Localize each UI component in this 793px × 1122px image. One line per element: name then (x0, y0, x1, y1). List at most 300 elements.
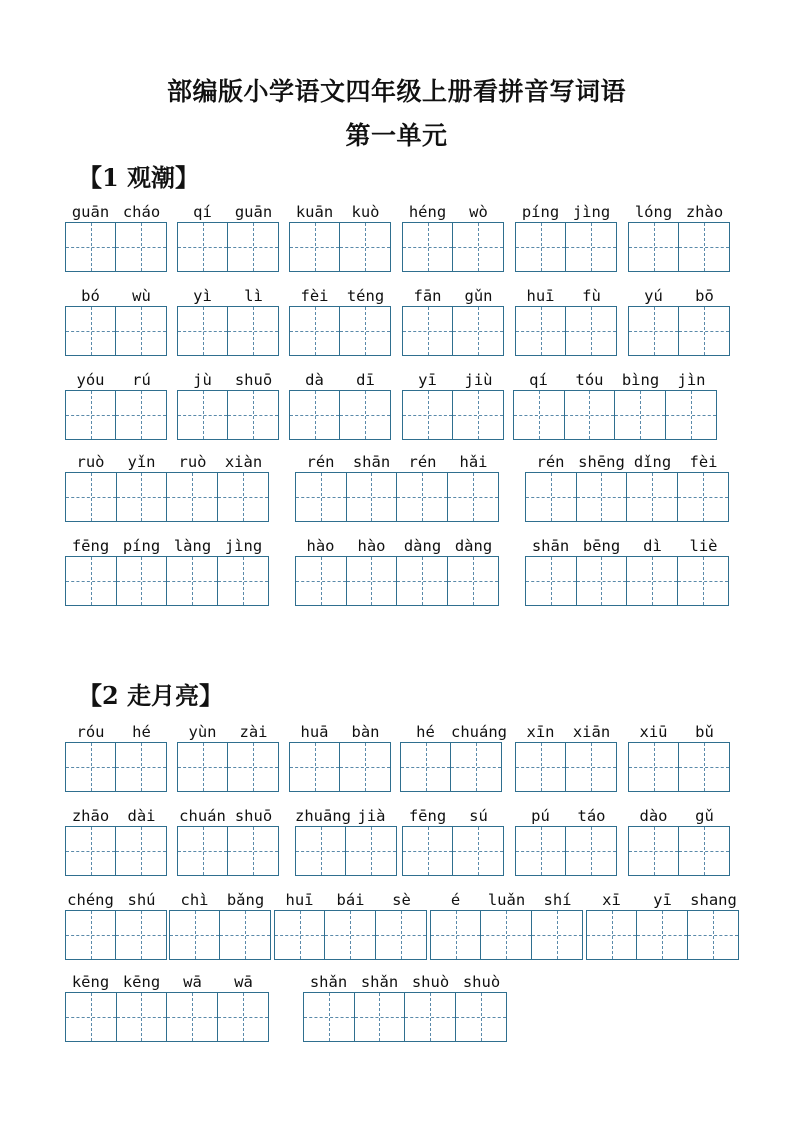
tianzige-cell[interactable] (228, 223, 278, 271)
pinyin-syllable: guān (234, 203, 273, 221)
tianzige-cell[interactable] (178, 223, 228, 271)
pinyin-syllable: ruò (76, 453, 105, 471)
pinyin-syllable: hé (416, 723, 435, 741)
tianzige-cell[interactable] (296, 557, 347, 605)
word-item (402, 202, 504, 274)
pinyin-syllable: hào (306, 537, 335, 555)
pinyin-row (628, 806, 730, 826)
pinyin-syllable: jìng (572, 203, 611, 221)
pinyin-syllable: píng (122, 537, 161, 555)
pinyin-syllable: jìn (677, 371, 706, 389)
tianzige-cell[interactable] (220, 911, 270, 959)
pinyin-syllable: jìng (224, 537, 263, 555)
tianzige-cell[interactable] (679, 743, 729, 791)
pinyin-syllable: hǎi (459, 453, 488, 471)
pinyin-syllable: dài (127, 807, 156, 825)
tianzige-cell[interactable] (629, 827, 679, 875)
writing-grid (177, 742, 279, 792)
pinyin-row (177, 722, 279, 742)
pinyin-syllable: kuò (351, 203, 380, 221)
tianzige-cell[interactable] (514, 391, 565, 439)
word-item (400, 722, 507, 794)
tianzige-cell[interactable] (566, 743, 616, 791)
pinyin-syllable: shuò (462, 973, 501, 991)
pinyin-syllable: lì (244, 287, 263, 305)
tianzige-cell[interactable] (627, 557, 678, 605)
pinyin-row (295, 536, 499, 556)
pinyin-syllable: zài (239, 723, 268, 741)
tianzige-cell[interactable] (666, 391, 717, 439)
pinyin-syllable: shēng (578, 453, 625, 471)
tianzige-cell[interactable] (532, 911, 582, 959)
tianzige-cell[interactable] (615, 391, 666, 439)
pinyin-syllable: gǔ (695, 807, 714, 825)
pinyin-syllable: téng (346, 287, 385, 305)
pinyin-syllable: fèi (689, 453, 718, 471)
tianzige-cell[interactable] (679, 223, 729, 271)
word-item (177, 202, 279, 274)
pinyin-syllable: bái (336, 891, 365, 909)
pinyin-row (177, 370, 279, 390)
tianzige-cell[interactable] (516, 743, 566, 791)
tianzige-cell[interactable] (637, 911, 687, 959)
tianzige-cell[interactable] (66, 911, 116, 959)
tianzige-cell[interactable] (178, 743, 228, 791)
word-item (169, 890, 271, 962)
word-item (65, 286, 167, 358)
pinyin-syllable: kēng (122, 973, 161, 991)
word-item (177, 722, 279, 794)
writing-grid (289, 390, 391, 440)
tianzige-cell[interactable] (167, 473, 218, 521)
pinyin-row (402, 202, 504, 222)
pinyin-syllable: jià (357, 807, 386, 825)
word-item (65, 806, 167, 878)
pinyin-syllable: shuō (234, 371, 273, 389)
pinyin-syllable: kuān (295, 203, 334, 221)
pinyin-row (295, 452, 499, 472)
tianzige-cell[interactable] (66, 391, 116, 439)
tianzige-cell[interactable] (66, 827, 116, 875)
pinyin-row (65, 370, 167, 390)
pinyin-syllable: xiū (639, 723, 668, 741)
tianzige-cell[interactable] (117, 473, 168, 521)
word-item (177, 806, 279, 878)
writing-grid (295, 556, 499, 606)
writing-grid (513, 390, 717, 440)
tianzige-cell[interactable] (66, 307, 116, 355)
pinyin-syllable: dà (305, 371, 324, 389)
tianzige-cell[interactable] (218, 993, 269, 1041)
pinyin-syllable: bàn (351, 723, 380, 741)
pinyin-syllable: fèi (300, 287, 329, 305)
writing-grid (303, 992, 507, 1042)
tianzige-cell[interactable] (453, 391, 503, 439)
word-item (289, 286, 391, 358)
tianzige-cell[interactable] (325, 911, 375, 959)
pinyin-syllable: zhāo (71, 807, 110, 825)
tianzige-cell[interactable] (66, 557, 117, 605)
tianzige-cell[interactable] (228, 827, 278, 875)
word-item (289, 202, 391, 274)
pinyin-syllable: wò (469, 203, 488, 221)
tianzige-cell[interactable] (340, 223, 390, 271)
tianzige-cell[interactable] (431, 911, 481, 959)
tianzige-cell[interactable] (405, 993, 456, 1041)
pinyin-row (515, 722, 617, 742)
pinyin-syllable: wā (234, 973, 253, 991)
tianzige-cell[interactable] (116, 307, 166, 355)
tianzige-cell[interactable] (526, 557, 577, 605)
tianzige-cell[interactable] (116, 743, 166, 791)
pinyin-syllable: wù (132, 287, 151, 305)
tianzige-cell[interactable] (347, 557, 398, 605)
tianzige-cell[interactable] (116, 223, 166, 271)
writing-grid (525, 556, 729, 606)
tianzige-cell[interactable] (167, 993, 218, 1041)
writing-grid (295, 472, 499, 522)
pinyin-syllable: shí (543, 891, 572, 909)
tianzige-cell[interactable] (397, 473, 448, 521)
pinyin-syllable: shuò (411, 973, 450, 991)
writing-grid (65, 390, 167, 440)
tianzige-cell[interactable] (347, 473, 398, 521)
pinyin-row (177, 806, 279, 826)
tianzige-cell[interactable] (448, 473, 499, 521)
pinyin-row (303, 972, 507, 992)
tianzige-cell[interactable] (629, 307, 679, 355)
tianzige-cell[interactable] (170, 911, 220, 959)
tianzige-cell[interactable] (117, 557, 168, 605)
pinyin-syllable: shuō (234, 807, 273, 825)
tianzige-cell[interactable] (376, 911, 426, 959)
pinyin-syllable: bó (81, 287, 100, 305)
pinyin-row (400, 722, 507, 742)
writing-grid (515, 826, 617, 876)
tianzige-cell[interactable] (218, 557, 269, 605)
pinyin-syllable: zhào (685, 203, 724, 221)
pinyin-row (628, 202, 730, 222)
word-item (515, 202, 617, 274)
lesson-title: 【1 观潮】 (78, 163, 200, 192)
tianzige-cell[interactable] (290, 223, 340, 271)
tianzige-cell[interactable] (678, 473, 729, 521)
writing-grid (628, 826, 730, 876)
tianzige-cell[interactable] (565, 391, 616, 439)
tianzige-cell[interactable] (167, 557, 218, 605)
pinyin-syllable: làng (173, 537, 212, 555)
pinyin-syllable: dàng (454, 537, 493, 555)
tianzige-cell[interactable] (453, 307, 503, 355)
tianzige-cell[interactable] (228, 307, 278, 355)
pinyin-syllable: xiàn (224, 453, 263, 471)
pinyin-syllable: é (450, 891, 461, 909)
pinyin-syllable: xīn (526, 723, 555, 741)
tianzige-cell[interactable] (340, 743, 390, 791)
pinyin-syllable: fān (413, 287, 442, 305)
pinyin-syllable: xiān (572, 723, 611, 741)
pinyin-syllable: fù (582, 287, 601, 305)
word-item (513, 370, 717, 442)
pinyin-syllable: lóng (634, 203, 673, 221)
writing-grid (177, 826, 279, 876)
tianzige-cell[interactable] (116, 827, 166, 875)
pinyin-row (515, 202, 617, 222)
word-item (628, 202, 730, 274)
writing-grid (65, 556, 269, 606)
pinyin-syllable: pú (531, 807, 550, 825)
tianzige-cell[interactable] (401, 743, 451, 791)
writing-grid (65, 992, 269, 1042)
tianzige-cell[interactable] (275, 911, 325, 959)
word-item (402, 370, 504, 442)
tianzige-cell[interactable] (566, 223, 616, 271)
word-item (289, 370, 391, 442)
pinyin-syllable: rén (408, 453, 437, 471)
tianzige-cell[interactable] (178, 827, 228, 875)
tianzige-cell[interactable] (627, 473, 678, 521)
tianzige-cell[interactable] (629, 223, 679, 271)
pinyin-syllable: xī (602, 891, 621, 909)
pinyin-syllable: hé (132, 723, 151, 741)
writing-grid (295, 826, 397, 876)
pinyin-syllable: shān (352, 453, 391, 471)
writing-grid (586, 910, 739, 960)
writing-grid (628, 306, 730, 356)
pinyin-row (65, 890, 167, 910)
tianzige-cell[interactable] (178, 307, 228, 355)
pinyin-syllable: jiù (464, 371, 493, 389)
pinyin-syllable: yǐn (127, 453, 156, 471)
tianzige-cell[interactable] (66, 993, 117, 1041)
tianzige-cell[interactable] (66, 223, 116, 271)
tianzige-cell[interactable] (355, 993, 406, 1041)
pinyin-syllable: dǐng (633, 453, 672, 471)
word-item (65, 536, 269, 608)
pinyin-row (65, 286, 167, 306)
tianzige-cell[interactable] (526, 473, 577, 521)
tianzige-cell[interactable] (340, 307, 390, 355)
writing-grid (402, 826, 504, 876)
tianzige-cell[interactable] (403, 307, 453, 355)
pinyin-syllable: bēng (582, 537, 621, 555)
tianzige-cell[interactable] (456, 993, 507, 1041)
writing-grid (402, 390, 504, 440)
writing-grid (65, 222, 167, 272)
pinyin-syllable: bǔ (695, 723, 714, 741)
tianzige-cell[interactable] (516, 223, 566, 271)
writing-grid (65, 472, 269, 522)
word-item (515, 722, 617, 794)
tianzige-cell[interactable] (629, 743, 679, 791)
pinyin-syllable: héng (408, 203, 447, 221)
word-item (177, 370, 279, 442)
word-item (65, 972, 269, 1044)
writing-grid (177, 222, 279, 272)
pinyin-syllable: róu (76, 723, 105, 741)
tianzige-cell[interactable] (346, 827, 396, 875)
pinyin-syllable: sú (469, 807, 488, 825)
tianzige-cell[interactable] (117, 993, 168, 1041)
pinyin-syllable: huī (526, 287, 555, 305)
pinyin-syllable: ruò (178, 453, 207, 471)
pinyin-syllable: dàng (403, 537, 442, 555)
tianzige-cell[interactable] (566, 307, 616, 355)
tianzige-cell[interactable] (178, 391, 228, 439)
pinyin-row (525, 536, 729, 556)
tianzige-cell[interactable] (679, 827, 729, 875)
pinyin-row (289, 370, 391, 390)
pinyin-row (177, 202, 279, 222)
writing-grid (65, 306, 167, 356)
writing-grid (65, 742, 167, 792)
pinyin-syllable: kēng (71, 973, 110, 991)
writing-grid (177, 390, 279, 440)
pinyin-syllable: chuán (179, 807, 226, 825)
tianzige-cell[interactable] (66, 473, 117, 521)
pinyin-syllable: shān (531, 537, 570, 555)
pinyin-syllable: yùn (188, 723, 217, 741)
writing-grid (400, 742, 502, 792)
writing-grid (402, 306, 504, 356)
writing-grid (177, 306, 279, 356)
pinyin-syllable: qí (193, 203, 212, 221)
pinyin-syllable: yì (193, 287, 212, 305)
word-item (430, 890, 583, 962)
word-item (295, 806, 397, 878)
writing-grid (515, 306, 617, 356)
word-item (525, 452, 729, 524)
pinyin-row (274, 890, 427, 910)
writing-grid (430, 910, 583, 960)
tianzige-cell[interactable] (296, 827, 346, 875)
writing-grid (169, 910, 271, 960)
pinyin-syllable: yī (418, 371, 437, 389)
pinyin-row (65, 806, 167, 826)
word-item (402, 286, 504, 358)
pinyin-syllable: chì (180, 891, 209, 909)
tianzige-cell[interactable] (453, 223, 503, 271)
pinyin-syllable: liè (689, 537, 718, 555)
word-item (515, 806, 617, 878)
tianzige-cell[interactable] (116, 391, 166, 439)
word-item (177, 286, 279, 358)
pinyin-syllable: sè (392, 891, 411, 909)
word-item (65, 370, 167, 442)
word-item (65, 202, 167, 274)
tianzige-cell[interactable] (453, 827, 503, 875)
pinyin-syllable: luǎn (487, 891, 526, 909)
tianzige-cell[interactable] (290, 307, 340, 355)
pinyin-row (628, 722, 730, 742)
writing-grid (525, 472, 729, 522)
tianzige-cell[interactable] (566, 827, 616, 875)
tianzige-cell[interactable] (228, 391, 278, 439)
tianzige-cell[interactable] (116, 911, 166, 959)
writing-grid (515, 222, 617, 272)
pinyin-syllable: dī (356, 371, 375, 389)
tianzige-cell[interactable] (516, 307, 566, 355)
pinyin-syllable: tóu (575, 371, 604, 389)
writing-grid (402, 222, 504, 272)
word-item (274, 890, 427, 962)
writing-grid (289, 222, 391, 272)
pinyin-row (402, 286, 504, 306)
pinyin-syllable: guān (71, 203, 110, 221)
pinyin-syllable: jù (193, 371, 212, 389)
tianzige-cell[interactable] (577, 473, 628, 521)
pinyin-syllable: fēng (408, 807, 447, 825)
pinyin-syllable: cháo (122, 203, 161, 221)
pinyin-syllable: hào (357, 537, 386, 555)
pinyin-row (65, 452, 269, 472)
tianzige-cell[interactable] (451, 743, 501, 791)
word-item (628, 722, 730, 794)
pinyin-syllable: qí (529, 371, 548, 389)
tianzige-cell[interactable] (397, 557, 448, 605)
pinyin-syllable: huī (285, 891, 314, 909)
pinyin-syllable: yóu (76, 371, 105, 389)
tianzige-cell[interactable] (678, 557, 729, 605)
tianzige-cell[interactable] (228, 743, 278, 791)
pinyin-syllable: píng (521, 203, 560, 221)
pinyin-syllable: rú (132, 371, 151, 389)
pinyin-syllable: dào (639, 807, 668, 825)
tianzige-cell[interactable] (403, 223, 453, 271)
tianzige-cell[interactable] (587, 911, 637, 959)
tianzige-cell[interactable] (448, 557, 499, 605)
tianzige-cell[interactable] (296, 473, 347, 521)
tianzige-cell[interactable] (218, 473, 269, 521)
tianzige-cell[interactable] (304, 993, 355, 1041)
word-item (525, 536, 729, 608)
tianzige-cell[interactable] (403, 827, 453, 875)
tianzige-cell[interactable] (290, 391, 340, 439)
pinyin-syllable: yú (644, 287, 663, 305)
pinyin-row (289, 202, 391, 222)
pinyin-syllable: bìng (621, 371, 660, 389)
pinyin-row (295, 806, 397, 826)
tianzige-cell[interactable] (688, 911, 738, 959)
pinyin-row (289, 722, 391, 742)
tianzige-cell[interactable] (66, 743, 116, 791)
word-item (628, 806, 730, 878)
pinyin-syllable: chuáng (451, 723, 507, 741)
pinyin-syllable: gǔn (464, 287, 493, 305)
pinyin-syllable: táo (577, 807, 606, 825)
writing-grid (515, 742, 617, 792)
tianzige-cell[interactable] (516, 827, 566, 875)
pinyin-row (513, 370, 717, 390)
pinyin-row (65, 536, 269, 556)
pinyin-row (65, 722, 167, 742)
writing-grid (289, 306, 391, 356)
tianzige-cell[interactable] (403, 391, 453, 439)
pinyin-row (65, 972, 269, 992)
tianzige-cell[interactable] (481, 911, 531, 959)
tianzige-cell[interactable] (290, 743, 340, 791)
tianzige-cell[interactable] (340, 391, 390, 439)
tianzige-cell[interactable] (679, 307, 729, 355)
pinyin-syllable: yī (653, 891, 672, 909)
pinyin-syllable: bō (695, 287, 714, 305)
pinyin-syllable: bǎng (226, 891, 265, 909)
pinyin-syllable: wā (183, 973, 202, 991)
word-item (295, 452, 499, 524)
tianzige-cell[interactable] (577, 557, 628, 605)
pinyin-syllable: shú (127, 891, 156, 909)
word-item (303, 972, 507, 1044)
